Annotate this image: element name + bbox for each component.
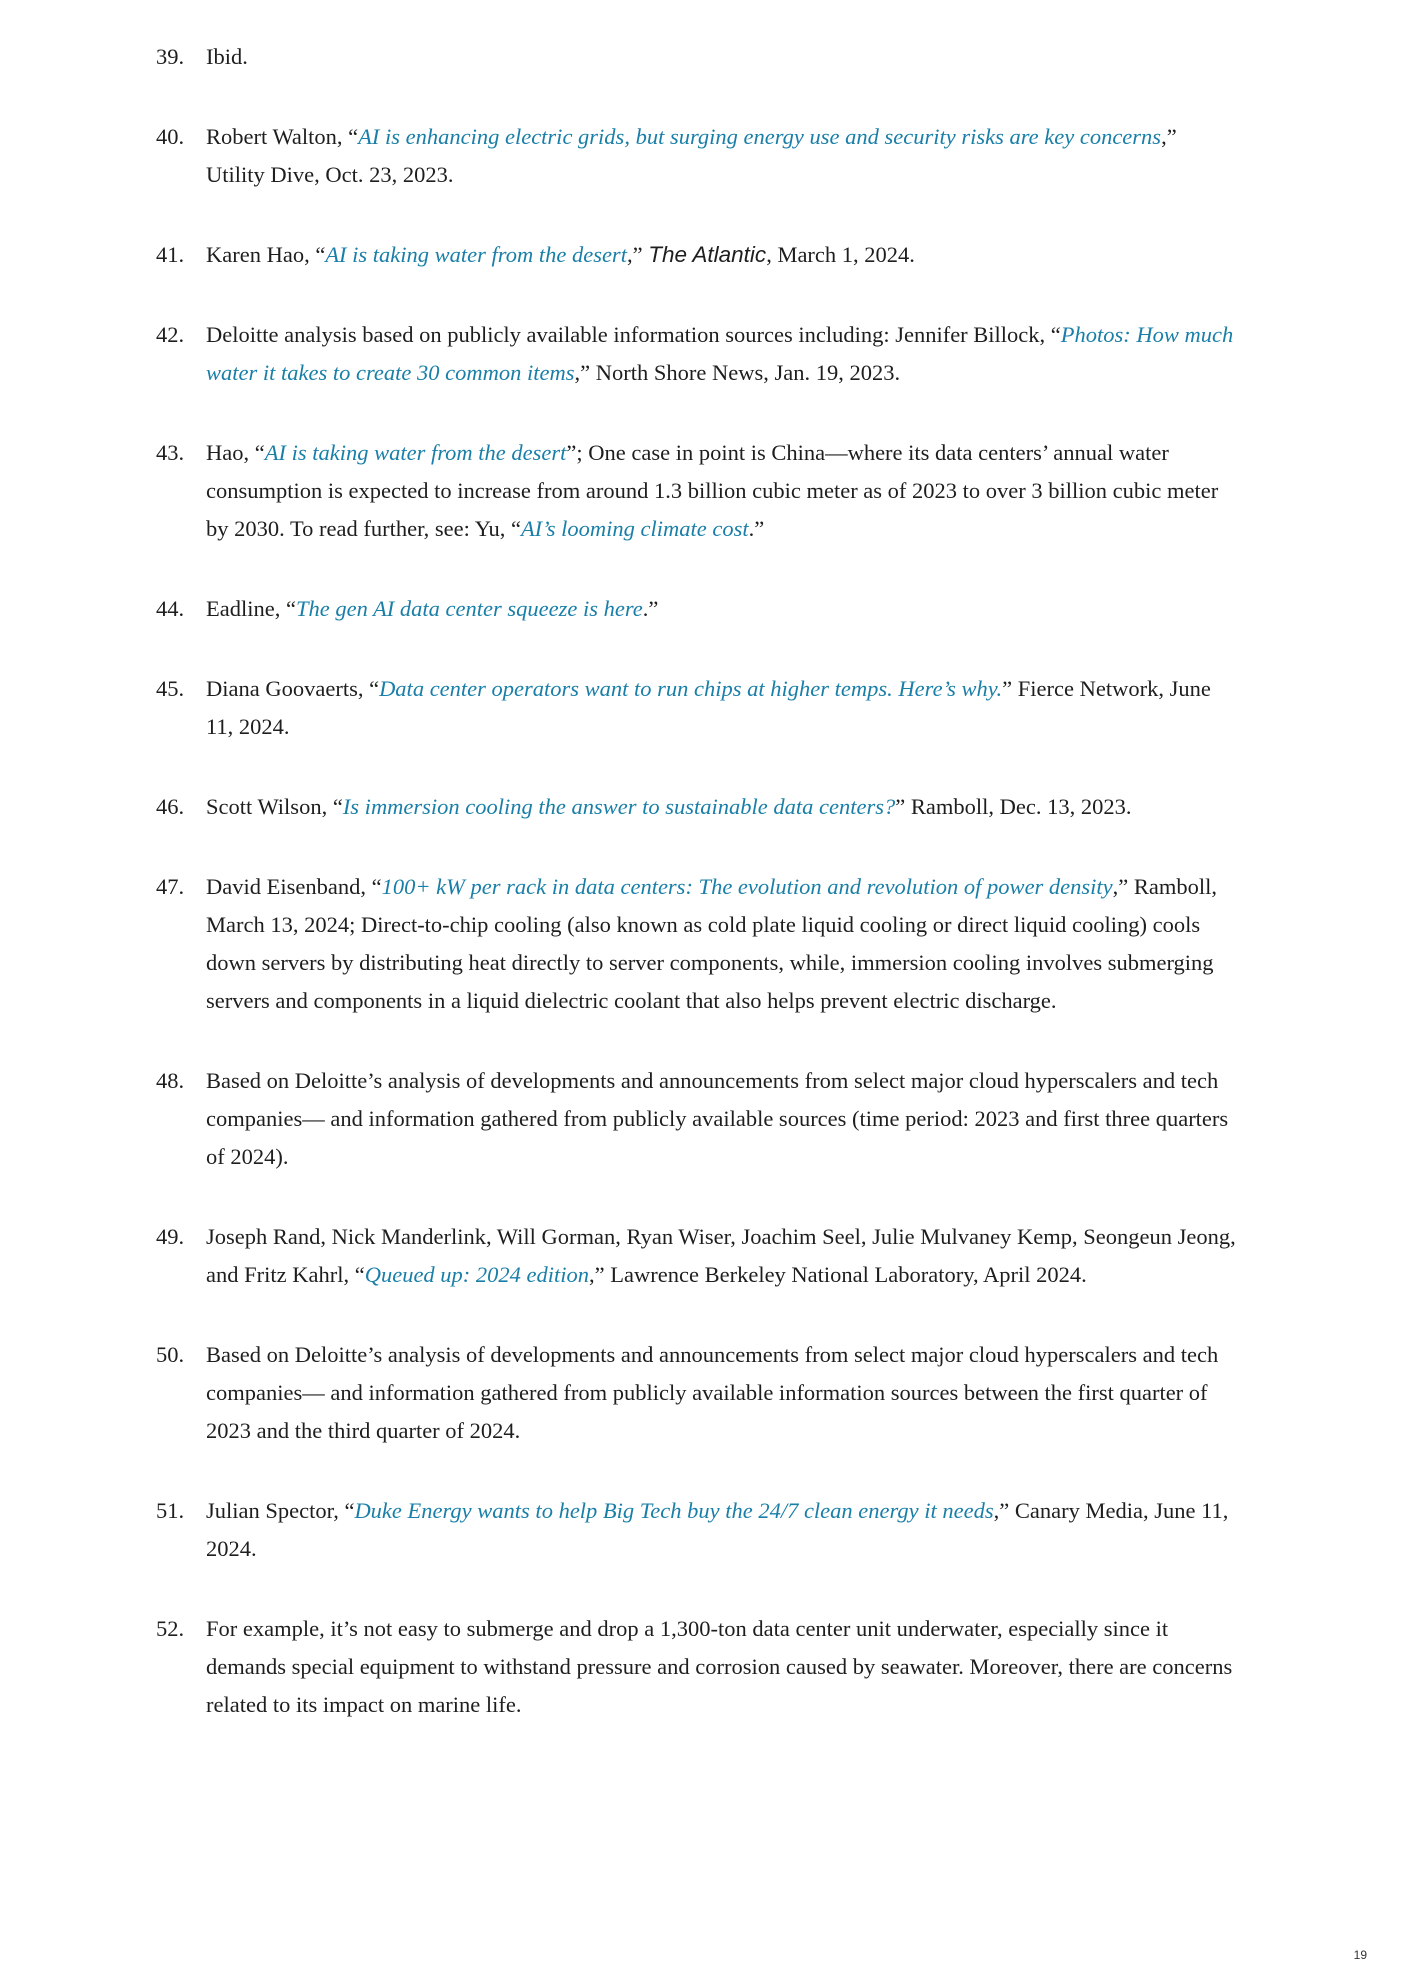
endnote-number: 43.: [156, 440, 185, 465]
page-number: 19: [1353, 1948, 1367, 1962]
citation-text: For example, it’s not easy to submerge and drop a 1,300-ton data center unit underwater, especially since it demands special equipment to withstand pressure and corrosion caused by seawater. Moreover, there are concerns related to its impact on marine life.: [206, 1616, 1233, 1717]
endnote-item: [150, 590, 1240, 628]
citation-text: ”; One case in point is China—where its data centers’ annual water consumption is expected to increase from around 1.3 billion cubic meter as of 2023 to over 3 billion cubic meter by 2030. To read further, see: Yu, “: [206, 440, 1219, 541]
publication-title: The Atlantic: [648, 242, 767, 267]
endnote-number: 44.: [156, 596, 185, 621]
endnote-item: [150, 868, 1240, 1020]
endnote-number: 48.: [156, 1068, 185, 1093]
citation-link[interactable]: Queued up: 2024 edition: [364, 1262, 590, 1287]
endnote-text: [206, 1498, 1228, 1561]
endnote-text: [206, 124, 1177, 187]
endnote-number: 52.: [156, 1616, 185, 1641]
citation-link[interactable]: Data center operators want to run chips at higher temps. Here’s why.: [379, 676, 1003, 701]
citation-text: ” Fierce Network, June 11, 2024.: [206, 676, 1211, 739]
citation-link[interactable]: 100+ kW per rack in data centers: The evolution and revolution of power density: [381, 874, 1113, 899]
citation-text: Diana Goovaerts, “: [206, 676, 380, 701]
citation-text: Based on Deloitte’s analysis of developments and announcements from select major cloud hyperscalers and tech companies— and information gathered from publicly available sources (time period: 2023 and first three quarters of 2024).: [206, 1068, 1229, 1169]
citation-text: ,” Utility Dive, Oct. 23, 2023.: [206, 124, 1177, 187]
endnote-item: [150, 38, 1240, 76]
endnote-text: [206, 874, 1217, 1013]
citation-link[interactable]: AI is enhancing electric grids, but surging energy use and security risks are key concerns: [358, 124, 1162, 149]
citation-text: .”: [642, 596, 659, 621]
endnote-text: [206, 44, 248, 69]
endnote-number: 39.: [156, 44, 185, 69]
endnote-text: [206, 242, 915, 267]
citation-text: Karen Hao, “: [206, 242, 326, 267]
endnote-item: [150, 434, 1240, 548]
citation-text: ,” North Shore News, Jan. 19, 2023.: [574, 360, 901, 385]
endnote-text: [206, 1342, 1218, 1443]
citation-text: ,” Ramboll, March 13, 2024; Direct-to-chip cooling (also known as cold plate liquid cooling or direct liquid cooling) cools down servers by distributing heat directly to server components, while, immersion cooling involves submerging servers and components in a liquid dielectric coolant that also helps prevent electric discharge.: [206, 874, 1218, 1013]
citation-link[interactable]: AI’s looming climate cost: [520, 516, 749, 541]
citation-text: .”: [748, 516, 765, 541]
endnote-number: 51.: [156, 1498, 185, 1523]
endnote-text: [206, 1068, 1228, 1169]
citation-text: , March 1, 2024.: [766, 242, 915, 267]
endnote-item: [150, 1062, 1240, 1176]
citation-link[interactable]: AI is taking water from the desert: [325, 242, 627, 267]
endnote-number: 42.: [156, 322, 185, 347]
endnote-number: 45.: [156, 676, 185, 701]
citation-text: Hao, “: [206, 440, 265, 465]
citation-text: ,” Canary Media, June 11, 2024.: [206, 1498, 1229, 1561]
citation-text: ” Ramboll, Dec. 13, 2023.: [895, 794, 1132, 819]
endnote-item: [150, 1218, 1240, 1294]
endnotes-list: [150, 38, 1240, 1766]
citation-link[interactable]: The gen AI data center squeeze is here: [295, 596, 643, 621]
endnote-text: [206, 1616, 1232, 1717]
citation-text: Joseph Rand, Nick Manderlink, Will Gorman, Ryan Wiser, Joachim Seel, Julie Mulvaney Kemp, Seongeun Jeong, and Fritz Kahrl, “: [206, 1224, 1236, 1287]
endnote-number: 46.: [156, 794, 185, 819]
endnote-text: [206, 794, 1132, 819]
citation-text: Based on Deloitte’s analysis of developments and announcements from select major cloud hyperscalers and tech companies— and information gathered from publicly available information sources between the first quarter of 2023 and the third quarter of 2024.: [206, 1342, 1219, 1443]
endnote-item: [150, 670, 1240, 746]
endnote-text: [206, 322, 1233, 385]
endnote-item: [150, 118, 1240, 194]
endnote-item: [150, 788, 1240, 826]
citation-text: Ibid.: [206, 44, 248, 69]
citation-link[interactable]: Is immersion cooling the answer to sustainable data centers?: [342, 794, 896, 819]
endnote-text: [206, 1224, 1236, 1287]
citation-text: ,” Lawrence Berkeley National Laboratory, April 2024.: [589, 1262, 1087, 1287]
citation-text: ,”: [626, 242, 649, 267]
citation-text: Julian Spector, “: [206, 1498, 355, 1523]
endnote-text: [206, 676, 1211, 739]
endnote-item: [150, 236, 1240, 274]
citation-link[interactable]: Duke Energy wants to help Big Tech buy the 24/7 clean energy it needs: [354, 1498, 994, 1523]
citation-link[interactable]: AI is taking water from the desert: [264, 440, 567, 465]
citation-text: Scott Wilson, “: [206, 794, 343, 819]
citation-text: Robert Walton, “: [206, 124, 359, 149]
citation-text: David Eisenband, “: [206, 874, 382, 899]
citation-text: Deloitte analysis based on publicly available information sources including: Jennifer Billock, “: [206, 322, 1061, 347]
endnote-number: 49.: [156, 1224, 185, 1249]
citation-link[interactable]: Photos: How much water it takes to create 30 common items: [206, 322, 1234, 385]
endnote-item: [150, 1492, 1240, 1568]
endnote-item: [150, 316, 1240, 392]
endnote-item: [150, 1336, 1240, 1450]
endnote-item: [150, 1610, 1240, 1724]
citation-text: Eadline, “: [206, 596, 296, 621]
endnote-text: [206, 596, 658, 621]
endnote-number: 41.: [156, 242, 185, 267]
endnote-number: 47.: [156, 874, 185, 899]
endnote-number: 50.: [156, 1342, 185, 1367]
endnote-text: [206, 440, 1218, 541]
endnote-number: 40.: [156, 124, 185, 149]
